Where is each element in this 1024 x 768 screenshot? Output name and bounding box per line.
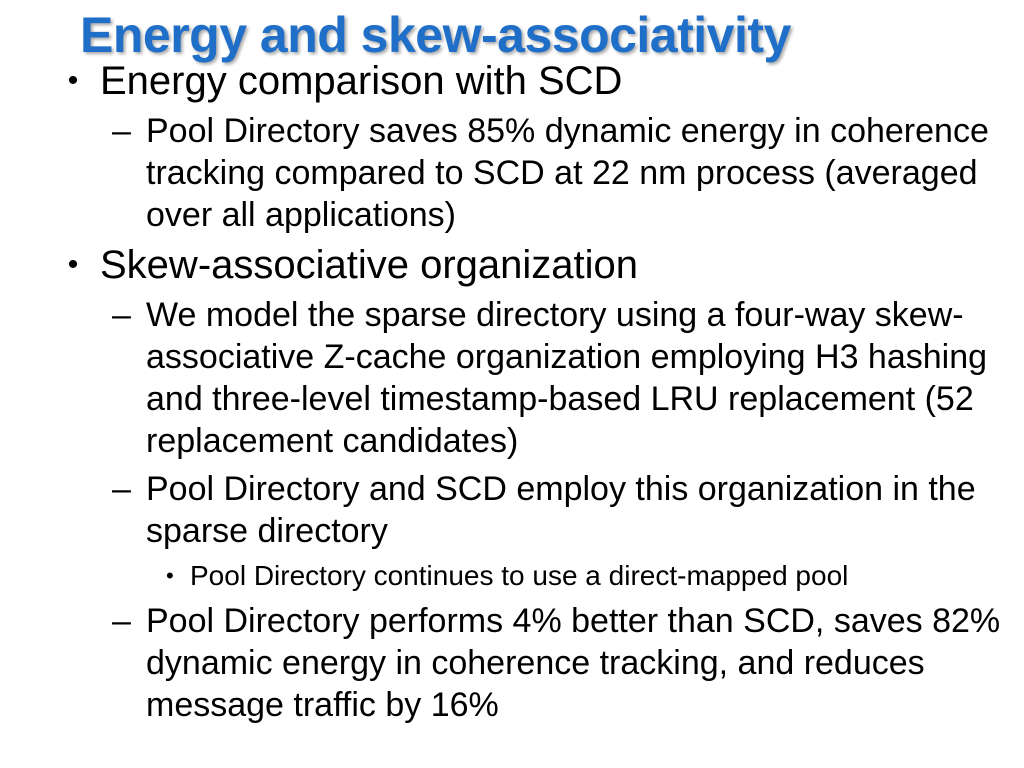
dash-icon: – [112, 296, 131, 334]
subbullet-text: Pool Directory saves 85% dynamic energy in coherence tracking compared to SCD at 22 nm process (averaged over all applications) [146, 112, 989, 234]
bullet-text: Energy comparison with SCD [100, 59, 623, 103]
bullet-text: Skew-associative organization [100, 243, 639, 287]
slide-content [0, 58, 1024, 732]
subbullet-text: Pool Directory performs 4% better than SCD, saves 82% dynamic energy in coherence tracking, and reduces message traffic by 16% [146, 602, 1001, 724]
subbullet-performance [0, 600, 1024, 726]
slide-title: Energy and skew-associativity [80, 7, 791, 63]
bullet-icon: • [166, 563, 174, 588]
subbullet-energy-savings [0, 110, 1024, 236]
subbullet-employ-organization [0, 468, 1024, 552]
dash-icon: – [112, 470, 131, 508]
subbullet-text: Pool Directory and SCD employ this organization in the sparse directory [146, 470, 976, 550]
bullet-skew-associative [0, 242, 1024, 288]
bullet-energy-comparison [0, 58, 1024, 104]
subbullet-text: We model the sparse directory using a four-way skew-associative Z-cache organization employing H3 hashing and three-level timestamp-based LRU replacement (52 replacement candidates) [146, 296, 988, 460]
subsubbullet-text: Pool Directory continues to use a direct-mapped pool [190, 560, 849, 591]
bullet-icon: • [67, 64, 79, 97]
subbullet-model-sparse-directory [0, 294, 1024, 462]
dash-icon: – [112, 602, 131, 640]
bullet-icon: • [67, 248, 79, 281]
dash-icon: – [112, 112, 131, 150]
subsubbullet-direct-mapped-pool [0, 558, 1024, 594]
